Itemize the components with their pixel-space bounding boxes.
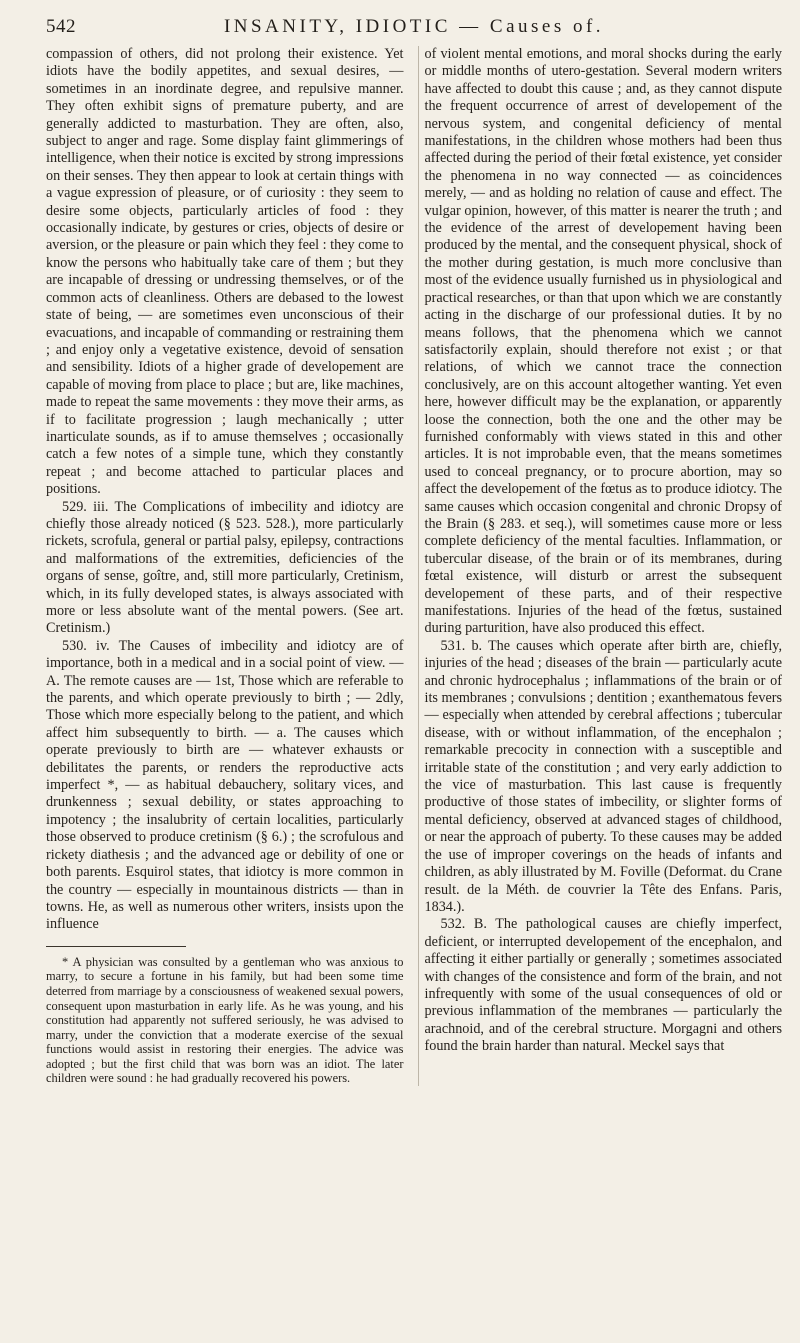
footnote-divider [46, 946, 186, 947]
footnote: * A physician was consulted by a gentleman who was anxious to marry, to secure a fortune in his family, but had been some time deterred from marriage by a consciousness of weakened sexual powers, consequent upon masturbation in early life. As he was young, and his constitution had apparently not suffered seriously, he was advised to marry, under the conviction that a moderate exercise of the sexual functions would assist in restoring their energies. The advice was adopted ; but the first child that was born was an idiot. The later children were sound : he had gradually recovered his powers. [46, 954, 404, 1086]
paragraph: of violent mental emotions, and moral shocks during the early or middle months of utero-gestation. Several modern writers have affected to doubt this cause ; and, as they cannot dispute the frequent occurrence of arrest of developement of the nervous system, and congenital deficiency of mental manifestations, in the children whose mothers had been thus affected during the period of their fœtal existence, yet consider the phenomena in no way connected — as coincidences merely, — and as holding no relation of cause and effect. The vulgar opinion, however, of this matter is nearer the truth ; and the evidence of the arrest of developement having been produced by the mental, and the consequent physical, shock of the mother during gestation, is much more conclusive than most of the evidence usually furnished us in physiological and practical researches, or than that upon which we are constantly acting in the discharge of our professional duties. It by no means follows, that the phenomena which we cannot satisfactorily explain, should therefore not exist ; or that relations, of which we cannot trace the connection conclusively, are on this account altogether wanting. Yet even here, however difficult may be the explanation, or apparently loose the connection, both the one and the other may be furnished conformably with views stated in this and other articles. It is not improbable even, that the means sometimes used to conceal pregnancy, or to procure abortion, may so affect the developement of the fœtus as to produce idiotcy. The same causes which occasion congenital and chronic Dropsy of the Brain (§ 283. et seq.), will sometimes cause more or less complete deficiency of the mental faculties. Inflammation, or tubercular disease, of the brain or of its membranes, during fœtal existence, will disturb or arrest the subsequent developement of these parts, and of their respective manifestations. Injuries of the head of the fœtus, sustained during parturition, have also produced this effect. [424, 46, 782, 637]
paragraph: compassion of others, did not prolong their existence. Yet idiots have the bodily appetites, and sexual desires, — sometimes in an inordinate degree, and repulsive manner. They often exhibit signs of premature puberty, and are generally addicted to masturbation. They are often, also, subject to anger and rage. Some display faint glimmerings of intelligence, when their notice is excited by strong impressions on their senses. They then appear to look at certain things with a vague expression of pleasure, or of curiosity : they seem to desire some objects, particularly articles of food : they occasionally indicate, by gestures or cries, objects of desire or aversion, or the pleasure or pain which they feel : they come to know the persons who habitually take care of them ; but they are incapable of dressing or undressing themselves, or of the common acts of cleanliness. Others are debased to the lowest state of being, — are sometimes even unconscious of their evacuations, and incapable of commanding or restraining them ; and enjoy only a vegetative existence, devoid of sensation and sensibility. Idiots of a higher grade of developement are capable of moving from place to place ; but are, like machines, made to repeat the same movements : they move their arms, as if to facilitate progression ; laugh mechanically ; utter inarticulate sounds, as if to amuse themselves ; occasionally catch a few notes of a simple tune, which they constantly repeat ; and become attached to particular places and positions. [46, 46, 404, 498]
right-column [418, 46, 783, 1086]
page-number: 542 [46, 16, 76, 37]
paragraph: 532. B. The pathological causes are chiefly imperfect, deficient, or interrupted developement of the encephalon, and affecting it either partially or generally ; sometimes associated with changes of the consistence and form of the brain, and not infrequently with some of the usual consequences of old or previous inflammation of the membranes — particularly the arachnoid, and of the cerebral structure. Morgagni and others found the brain harder than natural. Meckel says that [424, 916, 782, 1055]
paragraph: 531. b. The causes which operate after birth are, chiefly, injuries of the head ; diseases of the brain — particularly acute and chronic hydrocephalus ; inflammations of the brain or of its membranes ; convulsions ; dentition ; exanthematous fevers — especially when attended by cerebral affections ; tubercular disease, with or without inflammation, of the encephalon ; remarkable precocity in connection with a susceptible and irritable state of the constitution ; and very early addiction to the vice of masturbation. This last cause is frequently productive of those states of imbecility, or slighter forms of mental deficiency, observed at advanced stages of childhood, or near the approach of puberty. To these causes may be added the use of improper coverings on the heads of infants and children, as ably illustrated by M. Foville (Deformat. du Crane result. de la Méth. de couvrier la Tête des Enfans. Paris, 1834.). [424, 637, 782, 915]
page-header [46, 16, 782, 42]
running-head: INSANITY, IDIOTIC — Causes of. [223, 16, 605, 37]
paragraph: 529. iii. The Complications of imbecility and idiotcy are chiefly those already noticed (§ 523. 528.), more particularly rickets, scrofula, general or partial palsy, epilepsy, contractions and malformations of the extremities, deficiencies of the organs of sense, goître, and, still more particularly, Cretinism, which, in its fully developed states, is always associated with more or less absolute want of the mental powers. (See art. Cretinism.) [46, 498, 404, 637]
left-column [46, 46, 404, 1086]
text-columns [46, 46, 782, 1086]
paragraph: 530. iv. The Causes of imbecility and idiotcy are of importance, both in a medical and in a social point of view. — A. The remote causes are — 1st, Those which are referable to the parents, and which operate previously to birth ; — 2dly, Those which more especially belong to the patient, and which affect him subsequently to birth. — a. The causes which operate previously to birth are — whatever exhausts or debilitates the parents, or renders the reproductive acts imperfect *, — as habitual debauchery, solitary vices, and drunkenness ; sexual debility, or states approaching to impotency ; the insalubrity of certain localities, particularly those observed to produce cretinism (§ 6.) ; the scrofulous and rickety diathesis ; and the advanced age or debility of one or both parents. Esquirol states, that idiotcy is more common in the country — especially in mountainous districts — than in towns. He, as well as numerous other writers, insists upon the influence [46, 637, 404, 933]
